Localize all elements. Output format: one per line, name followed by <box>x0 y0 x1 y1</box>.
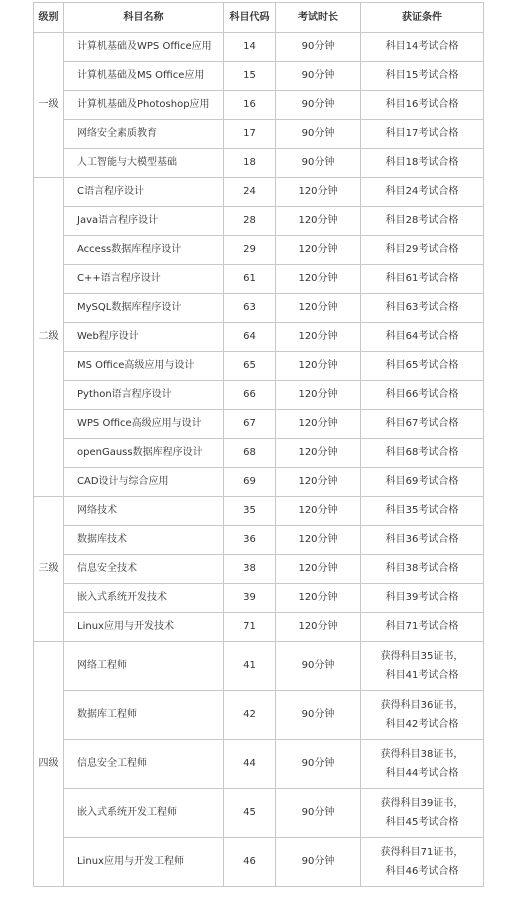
exam-duration-cell: 90分钟 <box>276 691 361 740</box>
condition-line: 科目41考试合格 <box>385 670 459 681</box>
condition-line: 获得科目39证书， <box>380 798 464 809</box>
table-row <box>34 91 484 120</box>
condition-line: 科目24考试合格 <box>385 186 459 197</box>
table-row <box>34 691 484 740</box>
subject-code-cell: 65 <box>224 352 276 381</box>
table-header <box>34 3 484 33</box>
condition-line: 科目46考试合格 <box>385 866 459 877</box>
subject-name-cell: 嵌入式系统开发工程师 <box>64 789 224 838</box>
exam-duration-cell: 120分钟 <box>276 294 361 323</box>
condition-line: 科目63考试合格 <box>385 302 459 313</box>
subject-code-cell: 42 <box>224 691 276 740</box>
subject-code-cell: 16 <box>224 91 276 120</box>
subject-code-cell: 67 <box>224 410 276 439</box>
table-row <box>34 789 484 838</box>
subject-code-cell: 68 <box>224 439 276 468</box>
exam-duration-cell: 120分钟 <box>276 410 361 439</box>
table-body <box>34 33 484 887</box>
subject-code-cell: 18 <box>224 149 276 178</box>
table-row <box>34 236 484 265</box>
subject-name-cell: 信息安全技术 <box>64 555 224 584</box>
table-row <box>34 62 484 91</box>
condition-line: 科目39考试合格 <box>385 592 459 603</box>
exam-duration-cell: 90分钟 <box>276 789 361 838</box>
subject-name-cell: 人工智能与大模型基础 <box>64 149 224 178</box>
subject-name-cell: Linux应用与开发工程师 <box>64 838 224 887</box>
table-row <box>34 526 484 555</box>
exam-subjects-table <box>33 2 484 887</box>
condition-line: 科目61考试合格 <box>385 273 459 284</box>
condition-line: 科目42考试合格 <box>385 719 459 730</box>
condition-line: 科目18考试合格 <box>385 157 459 168</box>
certification-condition-cell <box>361 497 484 526</box>
subject-name-cell: 信息安全工程师 <box>64 740 224 789</box>
subject-name-cell: Linux应用与开发技术 <box>64 613 224 642</box>
certification-condition-cell <box>361 207 484 236</box>
condition-line: 科目71考试合格 <box>385 621 459 632</box>
subject-code-cell: 39 <box>224 584 276 613</box>
subject-code-cell: 35 <box>224 497 276 526</box>
subject-name-cell: 数据库工程师 <box>64 691 224 740</box>
exam-duration-cell: 90分钟 <box>276 838 361 887</box>
certification-condition-cell <box>361 62 484 91</box>
level-cell: 一级 <box>34 33 64 178</box>
table-row <box>34 642 484 691</box>
subject-code-cell: 38 <box>224 555 276 584</box>
exam-duration-cell: 120分钟 <box>276 323 361 352</box>
subject-code-cell: 36 <box>224 526 276 555</box>
condition-line: 科目45考试合格 <box>385 817 459 828</box>
subject-name-cell: 网络工程师 <box>64 642 224 691</box>
table-row <box>34 555 484 584</box>
certification-condition-cell <box>361 323 484 352</box>
exam-duration-cell: 120分钟 <box>276 497 361 526</box>
subject-name-cell: 计算机基础及Photoshop应用 <box>64 91 224 120</box>
subject-code-cell: 14 <box>224 33 276 62</box>
subject-code-cell: 17 <box>224 120 276 149</box>
condition-line: 科目64考试合格 <box>385 331 459 342</box>
level-cell: 二级 <box>34 178 64 497</box>
certification-condition-cell <box>361 555 484 584</box>
condition-line: 科目36考试合格 <box>385 534 459 545</box>
subject-code-cell: 69 <box>224 468 276 497</box>
table-row <box>34 178 484 207</box>
certification-condition-cell <box>361 468 484 497</box>
exam-duration-cell: 90分钟 <box>276 149 361 178</box>
subject-code-cell: 28 <box>224 207 276 236</box>
header-level: 级别 <box>34 3 64 33</box>
certification-condition-cell <box>361 178 484 207</box>
subject-name-cell: 网络技术 <box>64 497 224 526</box>
condition-line: 科目67考试合格 <box>385 418 459 429</box>
certification-condition-cell <box>361 294 484 323</box>
certification-condition-cell <box>361 740 484 789</box>
subject-code-cell: 61 <box>224 265 276 294</box>
subject-code-cell: 71 <box>224 613 276 642</box>
certification-condition-cell <box>361 91 484 120</box>
subject-name-cell: C语言程序设计 <box>64 178 224 207</box>
subject-name-cell: 计算机基础及WPS Office应用 <box>64 33 224 62</box>
table-row <box>34 838 484 887</box>
condition-line: 科目16考试合格 <box>385 99 459 110</box>
condition-line: 科目15考试合格 <box>385 70 459 81</box>
table-row <box>34 33 484 62</box>
subject-name-cell: C++语言程序设计 <box>64 265 224 294</box>
table-row <box>34 468 484 497</box>
condition-line: 科目28考试合格 <box>385 215 459 226</box>
condition-line: 获得科目38证书， <box>380 749 464 760</box>
exam-duration-cell: 120分钟 <box>276 236 361 265</box>
exam-duration-cell: 120分钟 <box>276 526 361 555</box>
condition-line: 获得科目36证书， <box>380 700 464 711</box>
certification-condition-cell <box>361 381 484 410</box>
certification-condition-cell <box>361 236 484 265</box>
condition-line: 科目68考试合格 <box>385 447 459 458</box>
condition-line: 科目17考试合格 <box>385 128 459 139</box>
subject-code-cell: 41 <box>224 642 276 691</box>
certification-condition-cell <box>361 584 484 613</box>
certification-condition-cell <box>361 691 484 740</box>
header-code: 科目代码 <box>224 3 276 33</box>
exam-duration-cell: 120分钟 <box>276 613 361 642</box>
certification-condition-cell <box>361 789 484 838</box>
header-duration: 考试时长 <box>276 3 361 33</box>
table-row <box>34 584 484 613</box>
subject-name-cell: 嵌入式系统开发技术 <box>64 584 224 613</box>
exam-duration-cell: 120分钟 <box>276 439 361 468</box>
table-row <box>34 613 484 642</box>
subject-name-cell: openGauss数据库程序设计 <box>64 439 224 468</box>
exam-duration-cell: 120分钟 <box>276 584 361 613</box>
table-row <box>34 410 484 439</box>
subject-code-cell: 64 <box>224 323 276 352</box>
table-row <box>34 439 484 468</box>
exam-duration-cell: 120分钟 <box>276 352 361 381</box>
certification-condition-cell <box>361 352 484 381</box>
header-condition: 获证条件 <box>361 3 484 33</box>
certification-condition-cell <box>361 410 484 439</box>
condition-line: 科目38考试合格 <box>385 563 459 574</box>
subject-name-cell: Web程序设计 <box>64 323 224 352</box>
condition-line: 科目29考试合格 <box>385 244 459 255</box>
subject-name-cell: MS Office高级应用与设计 <box>64 352 224 381</box>
subject-name-cell: Python语言程序设计 <box>64 381 224 410</box>
level-cell: 四级 <box>34 642 64 887</box>
table-row <box>34 740 484 789</box>
certification-condition-cell <box>361 642 484 691</box>
table-row <box>34 294 484 323</box>
subject-code-cell: 45 <box>224 789 276 838</box>
condition-line: 科目14考试合格 <box>385 41 459 52</box>
exam-duration-cell: 120分钟 <box>276 207 361 236</box>
condition-line: 获得科目35证书， <box>380 651 464 662</box>
table-row <box>34 149 484 178</box>
subject-name-cell: CAD设计与综合应用 <box>64 468 224 497</box>
exam-duration-cell: 120分钟 <box>276 381 361 410</box>
exam-duration-cell: 90分钟 <box>276 120 361 149</box>
table-row <box>34 352 484 381</box>
exam-duration-cell: 90分钟 <box>276 62 361 91</box>
subject-name-cell: Access数据库程序设计 <box>64 236 224 265</box>
subject-name-cell: 计算机基础及MS Office应用 <box>64 62 224 91</box>
level-cell: 三级 <box>34 497 64 642</box>
condition-line: 科目69考试合格 <box>385 476 459 487</box>
table-row <box>34 265 484 294</box>
subject-name-cell: WPS Office高级应用与设计 <box>64 410 224 439</box>
certification-condition-cell <box>361 149 484 178</box>
table-row <box>34 497 484 526</box>
subject-name-cell: MySQL数据库程序设计 <box>64 294 224 323</box>
condition-line: 科目66考试合格 <box>385 389 459 400</box>
header-subject: 科目名称 <box>64 3 224 33</box>
subject-code-cell: 15 <box>224 62 276 91</box>
subject-name-cell: 网络安全素质教育 <box>64 120 224 149</box>
exam-duration-cell: 90分钟 <box>276 740 361 789</box>
table-row <box>34 323 484 352</box>
certification-condition-cell <box>361 120 484 149</box>
table-row <box>34 207 484 236</box>
certification-condition-cell <box>361 526 484 555</box>
exam-duration-cell: 90分钟 <box>276 642 361 691</box>
certification-condition-cell <box>361 439 484 468</box>
table-row <box>34 120 484 149</box>
exam-duration-cell: 120分钟 <box>276 555 361 584</box>
subject-code-cell: 29 <box>224 236 276 265</box>
certification-condition-cell <box>361 33 484 62</box>
condition-line: 科目44考试合格 <box>385 768 459 779</box>
condition-line: 获得科目71证书， <box>380 847 464 858</box>
subject-code-cell: 46 <box>224 838 276 887</box>
subject-code-cell: 44 <box>224 740 276 789</box>
subject-code-cell: 24 <box>224 178 276 207</box>
exam-duration-cell: 90分钟 <box>276 91 361 120</box>
subject-code-cell: 66 <box>224 381 276 410</box>
subject-name-cell: Java语言程序设计 <box>64 207 224 236</box>
certification-condition-cell <box>361 613 484 642</box>
certification-condition-cell <box>361 838 484 887</box>
exam-duration-cell: 90分钟 <box>276 33 361 62</box>
condition-line: 科目65考试合格 <box>385 360 459 371</box>
table-row <box>34 381 484 410</box>
exam-duration-cell: 120分钟 <box>276 468 361 497</box>
exam-duration-cell: 120分钟 <box>276 265 361 294</box>
header-row <box>34 3 484 33</box>
condition-line: 科目35考试合格 <box>385 505 459 516</box>
certification-condition-cell <box>361 265 484 294</box>
subject-code-cell: 63 <box>224 294 276 323</box>
exam-duration-cell: 120分钟 <box>276 178 361 207</box>
subject-name-cell: 数据库技术 <box>64 526 224 555</box>
